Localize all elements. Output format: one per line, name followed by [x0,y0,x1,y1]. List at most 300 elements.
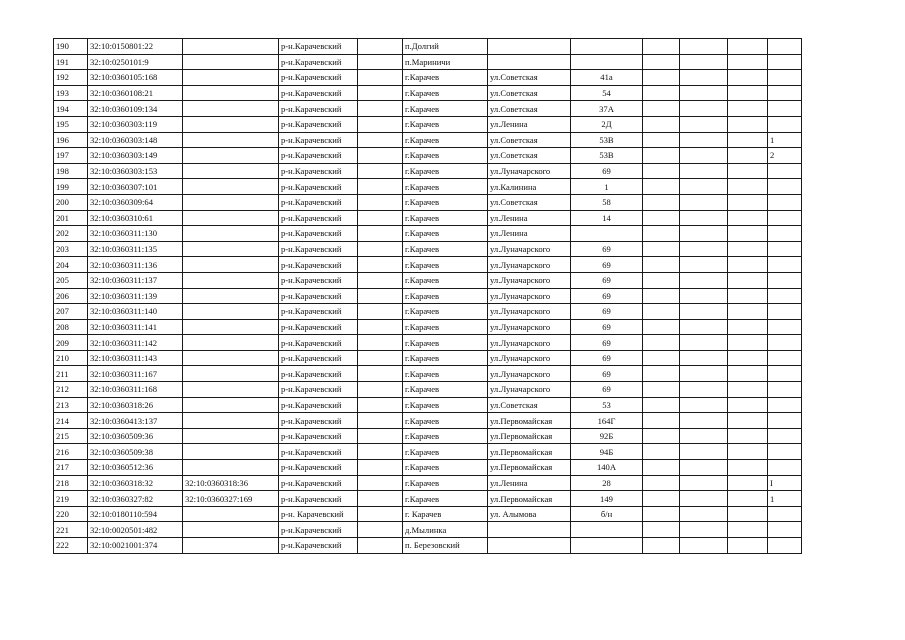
cell-related-cadastral-number [183,116,279,132]
cell-blank-col-5 [358,39,403,55]
table-row [54,319,802,335]
cell-blank-col-5 [358,538,403,554]
cell-street: ул.Калинина [488,179,571,195]
cell-blank-col-10 [680,428,728,444]
cell-blank-col-10 [680,444,728,460]
cell-street [488,538,571,554]
cell-related-cadastral-number [183,522,279,538]
cell-blank-col-5 [358,210,403,226]
cell-blank-col-9 [643,304,680,320]
cell-row-number: 190 [54,39,88,55]
cell-blank-col-5 [358,272,403,288]
cell-blank-col-10 [680,179,728,195]
property-registry-table [53,38,802,554]
cell-district: р-н.Карачевский [279,522,358,538]
cell-blank-col-5 [358,148,403,164]
cell-unit-number: 1 [768,491,802,507]
cell-house-number: 41а [571,70,643,86]
cell-street: ул.Первомайская [488,413,571,429]
cell-blank-col-5 [358,179,403,195]
cell-unit-number [768,460,802,476]
table-body [54,39,802,554]
cell-district: р-н.Карачевский [279,319,358,335]
cell-unit-number [768,54,802,70]
cell-cadastral-number: 32:10:0150801:22 [88,39,183,55]
cell-row-number: 202 [54,226,88,242]
cell-row-number: 221 [54,522,88,538]
cell-row-number: 210 [54,350,88,366]
cell-row-number: 194 [54,101,88,117]
cell-blank-col-10 [680,506,728,522]
cell-cadastral-number: 32:10:0360311:142 [88,335,183,351]
cell-cadastral-number: 32:10:0360512:36 [88,460,183,476]
cell-blank-col-10 [680,210,728,226]
cell-unit-number [768,116,802,132]
cell-street: ул.Советская [488,148,571,164]
cell-house-number: 53В [571,148,643,164]
cell-settlement: г.Карачев [403,319,488,335]
cell-cadastral-number: 32:10:0360311:167 [88,366,183,382]
table-row [54,397,802,413]
cell-blank-col-9 [643,538,680,554]
cell-unit-number [768,257,802,273]
cell-settlement: г.Карачев [403,382,488,398]
cell-row-number: 219 [54,491,88,507]
cell-unit-number [768,366,802,382]
cell-unit-number [768,241,802,257]
cell-related-cadastral-number [183,444,279,460]
cell-blank-col-11 [728,428,768,444]
cell-blank-col-5 [358,132,403,148]
cell-blank-col-11 [728,538,768,554]
cell-blank-col-5 [358,366,403,382]
cell-house-number [571,54,643,70]
cell-blank-col-11 [728,132,768,148]
cell-cadastral-number: 32:10:0360309:64 [88,194,183,210]
cell-house-number: 164Г [571,413,643,429]
table-row [54,116,802,132]
cell-house-number [571,522,643,538]
cell-blank-col-10 [680,382,728,398]
cell-blank-col-9 [643,148,680,164]
table-row [54,444,802,460]
cell-blank-col-5 [358,288,403,304]
cell-street: ул.Советская [488,194,571,210]
cell-district: р-н.Карачевский [279,257,358,273]
cell-blank-col-11 [728,116,768,132]
cell-district: р-н.Карачевский [279,335,358,351]
table-row [54,132,802,148]
cell-blank-col-9 [643,288,680,304]
cell-settlement: г.Карачев [403,132,488,148]
cell-related-cadastral-number [183,319,279,335]
cell-house-number: 28 [571,475,643,491]
cell-related-cadastral-number [183,226,279,242]
cell-unit-number [768,335,802,351]
cell-street: ул.Луначарского [488,272,571,288]
cell-unit-number: 2 [768,148,802,164]
cell-house-number: 69 [571,288,643,304]
cell-row-number: 204 [54,257,88,273]
cell-street: ул.Луначарского [488,335,571,351]
cell-unit-number [768,85,802,101]
cell-blank-col-11 [728,506,768,522]
cell-cadastral-number: 32:10:0360303:149 [88,148,183,164]
cell-related-cadastral-number [183,132,279,148]
cell-house-number [571,39,643,55]
cell-blank-col-10 [680,148,728,164]
cell-house-number: 92Б [571,428,643,444]
table-row [54,54,802,70]
table-row [54,163,802,179]
cell-cadastral-number: 32:10:0360318:26 [88,397,183,413]
cell-cadastral-number: 32:10:0360318:32 [88,475,183,491]
table-row [54,491,802,507]
cell-unit-number [768,210,802,226]
cell-street: ул.Луначарского [488,257,571,273]
cell-unit-number [768,163,802,179]
cell-blank-col-10 [680,70,728,86]
cell-blank-col-11 [728,522,768,538]
cell-street: ул.Первомайская [488,428,571,444]
cell-district: р-н.Карачевский [279,194,358,210]
cell-unit-number [768,444,802,460]
cell-blank-col-10 [680,460,728,476]
cell-blank-col-5 [358,116,403,132]
cell-district: р-н.Карачевский [279,428,358,444]
cell-settlement: г.Карачев [403,460,488,476]
cell-blank-col-11 [728,272,768,288]
table-row [54,272,802,288]
cell-street: ул.Советская [488,132,571,148]
cell-related-cadastral-number [183,382,279,398]
cell-row-number: 205 [54,272,88,288]
cell-cadastral-number: 32:10:0360509:38 [88,444,183,460]
cell-related-cadastral-number [183,335,279,351]
cell-district: р-н.Карачевский [279,70,358,86]
cell-house-number: 69 [571,163,643,179]
cell-related-cadastral-number [183,366,279,382]
cell-related-cadastral-number [183,538,279,554]
cell-blank-col-11 [728,382,768,398]
cell-cadastral-number: 32:10:0360327:82 [88,491,183,507]
cell-settlement: г.Карачев [403,101,488,117]
table-row [54,85,802,101]
cell-blank-col-11 [728,194,768,210]
cell-blank-col-10 [680,101,728,117]
cell-row-number: 195 [54,116,88,132]
table-row [54,226,802,242]
cell-street: ул.Луначарского [488,350,571,366]
cell-row-number: 214 [54,413,88,429]
cell-blank-col-10 [680,335,728,351]
cell-house-number [571,226,643,242]
cell-related-cadastral-number [183,460,279,476]
cell-district: р-н.Карачевский [279,272,358,288]
cell-related-cadastral-number [183,272,279,288]
cell-blank-col-5 [358,522,403,538]
cell-unit-number [768,226,802,242]
cell-blank-col-5 [358,85,403,101]
cell-blank-col-9 [643,85,680,101]
cell-house-number: 149 [571,491,643,507]
cell-house-number: 1 [571,179,643,195]
cell-unit-number [768,319,802,335]
cell-settlement: г.Карачев [403,148,488,164]
cell-blank-col-11 [728,241,768,257]
cell-related-cadastral-number [183,397,279,413]
table-row [54,288,802,304]
cell-cadastral-number: 32:10:0360413:137 [88,413,183,429]
cell-street: ул.Ленина [488,116,571,132]
cell-district: р-н.Карачевский [279,491,358,507]
cell-settlement: г. Карачев [403,506,488,522]
cell-street: ул.Ленина [488,475,571,491]
cell-cadastral-number: 32:10:0360311:168 [88,382,183,398]
cell-street: ул.Первомайская [488,491,571,507]
cell-blank-col-11 [728,444,768,460]
cell-row-number: 196 [54,132,88,148]
cell-house-number: 69 [571,304,643,320]
cell-cadastral-number: 32:10:0360311:130 [88,226,183,242]
cell-blank-col-11 [728,335,768,351]
cell-blank-col-11 [728,257,768,273]
cell-row-number: 198 [54,163,88,179]
cell-district: р-н.Карачевский [279,226,358,242]
cell-blank-col-9 [643,101,680,117]
table-row [54,335,802,351]
cell-blank-col-10 [680,350,728,366]
cell-unit-number: 1 [768,132,802,148]
cell-blank-col-11 [728,101,768,117]
cell-street: ул.Луначарского [488,366,571,382]
table-row [54,210,802,226]
cell-house-number: 53В [571,132,643,148]
cell-street: ул.Советская [488,85,571,101]
cell-blank-col-9 [643,194,680,210]
cell-row-number: 207 [54,304,88,320]
cell-related-cadastral-number [183,70,279,86]
cell-blank-col-5 [358,475,403,491]
cell-unit-number [768,272,802,288]
cell-district: р-н.Карачевский [279,538,358,554]
table-row [54,179,802,195]
cell-district: р-н.Карачевский [279,132,358,148]
cell-street: ул.Советская [488,70,571,86]
cell-blank-col-9 [643,272,680,288]
cell-street: ул.Советская [488,101,571,117]
cell-unit-number [768,538,802,554]
cell-district: р-н.Карачевский [279,288,358,304]
cell-blank-col-9 [643,179,680,195]
cell-blank-col-9 [643,382,680,398]
cell-unit-number [768,288,802,304]
cell-related-cadastral-number: 32:10:0360327:169 [183,491,279,507]
cell-district: р-н.Карачевский [279,413,358,429]
cell-related-cadastral-number [183,39,279,55]
cell-row-number: 192 [54,70,88,86]
cell-settlement: г.Карачев [403,226,488,242]
cell-blank-col-9 [643,163,680,179]
cell-settlement: г.Карачев [403,304,488,320]
cell-blank-col-5 [358,163,403,179]
cell-settlement: г.Карачев [403,350,488,366]
cell-blank-col-10 [680,397,728,413]
cell-blank-col-10 [680,272,728,288]
cell-district: р-н. Карачевский [279,506,358,522]
cell-blank-col-10 [680,132,728,148]
table-row [54,428,802,444]
cell-settlement: г.Карачев [403,491,488,507]
cell-related-cadastral-number [183,179,279,195]
cell-district: р-н.Карачевский [279,382,358,398]
table-row [54,257,802,273]
cell-settlement: г.Карачев [403,475,488,491]
cell-blank-col-5 [358,319,403,335]
cell-blank-col-5 [358,444,403,460]
cell-blank-col-5 [358,397,403,413]
cell-blank-col-10 [680,226,728,242]
cell-unit-number: I [768,475,802,491]
cell-blank-col-10 [680,163,728,179]
cell-blank-col-5 [358,350,403,366]
cell-settlement: г.Карачев [403,257,488,273]
cell-related-cadastral-number [183,54,279,70]
cell-street: ул.Первомайская [488,444,571,460]
cell-related-cadastral-number [183,413,279,429]
table-row [54,304,802,320]
cell-house-number: 69 [571,335,643,351]
cell-house-number: 69 [571,272,643,288]
table-row [54,350,802,366]
table-row [54,506,802,522]
cell-blank-col-10 [680,491,728,507]
cell-street: ул.Советская [488,397,571,413]
cell-settlement: д.Мылинка [403,522,488,538]
cell-house-number: 69 [571,241,643,257]
cell-row-number: 199 [54,179,88,195]
cell-blank-col-5 [358,382,403,398]
cell-house-number: б/н [571,506,643,522]
cell-blank-col-11 [728,460,768,476]
cell-settlement: г.Карачев [403,288,488,304]
cell-house-number: 69 [571,366,643,382]
cell-related-cadastral-number: 32:10:0360318:36 [183,475,279,491]
cell-house-number: 14 [571,210,643,226]
cell-blank-col-11 [728,163,768,179]
cell-blank-col-9 [643,241,680,257]
cell-related-cadastral-number [183,350,279,366]
cell-blank-col-10 [680,241,728,257]
cell-blank-col-5 [358,491,403,507]
cell-district: р-н.Карачевский [279,210,358,226]
cell-settlement: г.Карачев [403,70,488,86]
cell-house-number: 54 [571,85,643,101]
cell-cadastral-number: 32:10:0360303:148 [88,132,183,148]
table-row [54,70,802,86]
cell-row-number: 206 [54,288,88,304]
cell-street [488,522,571,538]
cell-street: ул.Луначарского [488,241,571,257]
cell-blank-col-11 [728,350,768,366]
cell-row-number: 216 [54,444,88,460]
cell-blank-col-11 [728,288,768,304]
cell-related-cadastral-number [183,241,279,257]
cell-blank-col-11 [728,491,768,507]
cell-cadastral-number: 32:10:0020501:482 [88,522,183,538]
table-row [54,538,802,554]
cell-cadastral-number: 32:10:0250101:9 [88,54,183,70]
cell-cadastral-number: 32:10:0360307:101 [88,179,183,195]
cell-blank-col-9 [643,397,680,413]
cell-house-number: 94Б [571,444,643,460]
cell-blank-col-11 [728,226,768,242]
cell-cadastral-number: 32:10:0021001:374 [88,538,183,554]
cell-settlement: г.Карачев [403,210,488,226]
table-row [54,101,802,117]
cell-row-number: 218 [54,475,88,491]
cell-blank-col-11 [728,54,768,70]
cell-blank-col-11 [728,304,768,320]
cell-blank-col-9 [643,413,680,429]
cell-district: р-н.Карачевский [279,101,358,117]
cell-blank-col-10 [680,116,728,132]
cell-blank-col-5 [358,335,403,351]
cell-unit-number [768,350,802,366]
cell-street: ул.Первомайская [488,460,571,476]
cell-blank-col-11 [728,475,768,491]
table-row [54,413,802,429]
cell-district: р-н.Карачевский [279,179,358,195]
table-row [54,522,802,538]
cell-blank-col-9 [643,70,680,86]
cell-house-number: 37А [571,101,643,117]
cell-blank-col-9 [643,226,680,242]
cell-settlement: п. Березовский [403,538,488,554]
table-row [54,194,802,210]
cell-blank-col-9 [643,39,680,55]
cell-house-number: 58 [571,194,643,210]
cell-settlement: г.Карачев [403,413,488,429]
cell-blank-col-10 [680,319,728,335]
cell-cadastral-number: 32:10:0360311:136 [88,257,183,273]
cell-unit-number [768,522,802,538]
cell-settlement: г.Карачев [403,194,488,210]
cell-district: р-н.Карачевский [279,116,358,132]
cell-related-cadastral-number [183,428,279,444]
cell-row-number: 197 [54,148,88,164]
cell-district: р-н.Карачевский [279,444,358,460]
cell-district: р-н.Карачевский [279,241,358,257]
cell-district: р-н.Карачевский [279,397,358,413]
cell-street: ул.Луначарского [488,319,571,335]
cell-row-number: 208 [54,319,88,335]
cell-house-number: 69 [571,319,643,335]
cell-related-cadastral-number [183,288,279,304]
cell-cadastral-number: 32:10:0360310:61 [88,210,183,226]
cell-unit-number [768,179,802,195]
cell-blank-col-9 [643,319,680,335]
cell-blank-col-10 [680,522,728,538]
cell-blank-col-10 [680,194,728,210]
cell-blank-col-9 [643,444,680,460]
cell-street: ул. Алымова [488,506,571,522]
cell-blank-col-5 [358,506,403,522]
cell-blank-col-10 [680,304,728,320]
cell-blank-col-11 [728,85,768,101]
cell-street: ул.Луначарского [488,163,571,179]
cell-blank-col-10 [680,538,728,554]
